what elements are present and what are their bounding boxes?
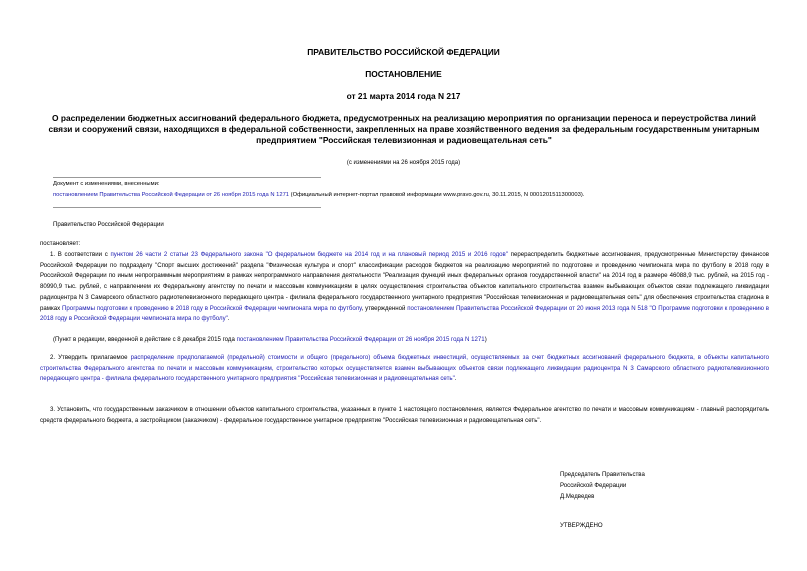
document-date-number: от 21 марта 2014 года N 217	[346, 91, 461, 101]
paragraph-2: 2. Утвердить прилагаемое распределение предполагаемой (предельной) стоимости и общего (предельного) объема бюджетных инвестиций, осуществляемых за счет бюджетных ассигнований федерального бюджета, в объекты капитального строительства Федерального агентства по печати и массовым коммуникациям, строительство которых осуществляется взамен выбывающих объектов связи подлежащего ликвидации радиоцентра N 3 Самарского областного радиотелевизионного передающего центра - филиала федерального государственного унитарного предприятия "Российская телевизионная и радиовещательная сеть".	[40, 354, 769, 383]
changes-line	[53, 191, 773, 200]
changes-link[interactable]: постановлением Правительства Российской Федерации от 26 ноября 2015 года N 1271	[53, 192, 290, 198]
signature-title-2: Российской Федерации	[560, 482, 627, 489]
signatory-name: Д.Медведев	[560, 493, 595, 500]
document-type: ПОСТАНОВЛЕНИЕ	[365, 69, 442, 79]
paragraph-1-note: (Пункт в редакции, введенной в действие с 8 декабря 2015 года постановлением Правительства Российской Федерации от 26 ноября 2015 года N 1271)	[53, 336, 487, 343]
government-heading: ПРАВИТЕЛЬСТВО РОССИЙСКОЙ ФЕДЕРАЦИИ	[307, 47, 500, 57]
issuer: Правительство Российской Федерации	[53, 221, 164, 228]
program-link[interactable]: Программы подготовки к проведению в 2018 году в Российской Федерации чемпионата мира по футболу	[62, 304, 362, 312]
approved-label: УТВЕРЖДЕНО	[560, 522, 603, 529]
revision-note: (с изменениями на 26 ноября 2015 года)	[346, 160, 461, 166]
divider-top	[53, 177, 321, 178]
budget-law-link[interactable]: пунктом 26 части 2 статьи 23 Федерального закона "О федеральном бюджете на 2014 год и на плановый период 2015 и 2016 годов"	[110, 251, 508, 258]
paragraph-1: 1. В соответствии с пунктом 26 части 2 статьи 23 Федерального закона "О федеральном бюджете на 2014 год и на плановый период 2015 и 2016 годов" перераспределить бюджетные ассигнования, предусмотренные Министерству финансов Российской Федерации по подразделу "Спорт высших достижений" раздела "Физическая культура и спорт" классификации расходов бюджетов на реализацию мероприятий по подготовке и проведению чемпионата мира по футболу в 2018 году в Российской Федерации по иным непрограммным мероприятиям в рамках непрограммного направления деятельности "Реализация функций иных федеральных органов государственной власти" на 2014 год в размере 46088,9 тыс. рублей, на 2015 год - 80990,9 тыс. рублей, с направлением их Федеральному агентству по печати и массовым коммуникациям в целях осуществления строительства объектов капитального строительства взамен выбывающих объектов связи подлежащего ликвидации радиоцентра N 3 Самарского областного радиотелевизионного передающего центра - филиала федерального государственного унитарного предприятия "Российская телевизионная и радиовещательная сеть" для обеспечения строительства стадиона в рамках Программы подготовки к проведению в 2018 году в Российской Федерации чемпионата мира по футболу, утвержденной постановлением Правительства Российской Федерации от 20 июня 2013 года N 518 "О Программе подготовки к проведению в 2018 году в Российской Федерации чемпионата мира по футболу".	[40, 251, 769, 323]
changes-label: Документ с изменениями, внесенными:	[53, 181, 160, 187]
paragraph-3: 3. Установить, что государственным заказчиком в отношении объектов капитального строительства, указанных в пункте 1 настоящего постановления, является Федеральное агентство по печати и массовым коммуникациям - главный распорядитель средств федерального бюджета, а застройщиком (заказчиком) - федеральное государственное унитарное предприятие "Российская телевизионная и радиовещательная сеть".	[40, 406, 769, 424]
signature-title-1: Председатель Правительства	[560, 471, 645, 478]
document-title: О распределении бюджетных ассигнований федерального бюджета, предусмотренных на реализацию мероприятия по организации переноса и переустройства линий связи и сооружений связи, находящихся в федеральной собственности, закрепленных на праве хозяйственного ведения за федеральным государственным унитарным предприятием "Российская телевизионная и радиовещательная сеть"	[48, 113, 760, 145]
note-resolution-link[interactable]: постановлением Правительства Российской Федерации от 26 ноября 2015 года N 1271	[236, 336, 485, 343]
divider-bottom	[53, 207, 321, 208]
resolution-518-link[interactable]: постановлением Правительства Российской Федерации от 20 июня 2013 года N 518 "О Программе подготовки к проведению в 2018 году в Российской Федерации чемпионата мира по футболу"	[40, 304, 769, 323]
decrees-word: постановляет:	[40, 240, 81, 247]
distribution-link[interactable]: распределение предполагаемой (предельной) стоимости и общего (предельного) объема бюджетных инвестиций, осуществляемых за счет бюджетных ассигнований федерального бюджета, в объекты капитального строительства Федерального агентства по печати и массовым коммуникациям, строительство которых осуществляется взамен выбывающих объектов связи подлежащего ликвидации радиоцентра N 3 Самарского областного радиотелевизионного передающего центра - филиала федерального государственного унитарного предприятия "Российская телевизионная и радиовещательная сеть"	[40, 354, 769, 383]
changes-source: (Официальный интернет-портал правовой информации www.pravo.gov.ru, 30.11.2015, N 0001201511300003).	[289, 192, 585, 198]
